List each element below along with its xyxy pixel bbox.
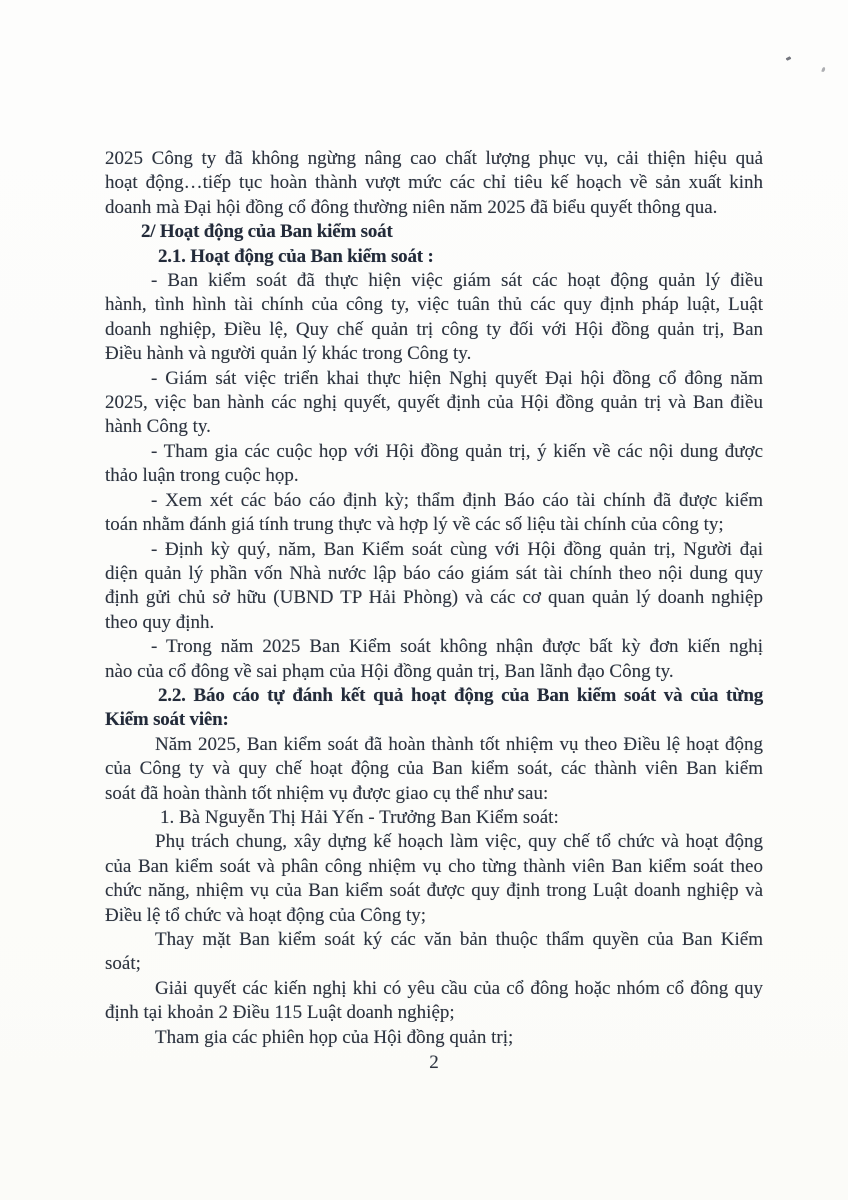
text-line: Kiểm soát viên: [105, 709, 229, 731]
text-line: Điều hành và người quản lý khác trong Công ty. [105, 343, 472, 365]
paragraph [105, 245, 763, 269]
text-line: Giải quyết các kiến nghị khi có yêu cầu của cổ đông hoặc nhóm cổ đông quy [155, 977, 763, 999]
text-line: doanh nghiệp, Điều lệ, Quy chế quản trị công ty đối với Hội đồng quản trị, Ban [105, 318, 763, 340]
text-line: của Công ty và quy chế hoạt động của Ban kiểm soát, các thành viên Ban kiểm [105, 758, 763, 780]
paragraph [105, 1026, 763, 1050]
paragraph [105, 928, 763, 977]
text-line: 2025 Công ty đã không ngừng nâng cao chất lượng phục vụ, cải thiện hiệu quả [105, 148, 763, 169]
text-line: - Xem xét các báo cáo định kỳ; thẩm định Báo cáo tài chính đã được kiểm [151, 489, 763, 511]
text-line: hành Công ty. [105, 416, 211, 438]
text-line: hoạt động…tiếp tục hoàn thành vượt mức các chỉ tiêu kế hoạch về sản xuất kinh [105, 172, 763, 194]
scan-speck-icon [785, 55, 792, 62]
text-line: Năm 2025, Ban kiểm soát đã hoàn thành tốt nhiệm vụ theo Điều lệ hoạt động [155, 733, 763, 755]
text-line: Điều lệ tổ chức và hoạt động của Công ty; [105, 904, 427, 926]
text-line: nào của cổ đông về sai phạm của Hội đồng quản trị, Ban lãnh đạo Công ty. [105, 660, 674, 682]
text-line: - Định kỳ quý, năm, Ban Kiểm soát cùng với Hội đồng quản trị, Người đại [151, 538, 763, 560]
paragraph [105, 440, 763, 489]
text-line: định gửi chủ sở hữu (UBND TP Hải Phòng) và các cơ quan quản lý doanh nghiệp [105, 587, 763, 609]
paragraph [105, 538, 763, 636]
text-line: Phụ trách chung, xây dựng kế hoạch làm việc, quy chế tổ chức và hoạt động [155, 831, 763, 853]
paragraph [105, 806, 763, 830]
text-line: 2.2. Báo cáo tự đánh kết quả hoạt động của Ban kiểm soát và của từng [158, 684, 763, 706]
paragraph [105, 220, 763, 244]
text-line: chức năng, nhiệm vụ của Ban kiểm soát được quy định trong Luật doanh nghiệp và [105, 880, 763, 902]
text-line: của Ban kiểm soát và phân công nhiệm vụ cho từng thành viên Ban kiểm soát theo [105, 855, 763, 877]
paragraph [105, 269, 763, 367]
text-line: định tại khoản 2 Điều 115 Luật doanh nghiệp; [105, 1002, 455, 1024]
text-line: 2.1. Hoạt động của Ban kiểm soát : [158, 245, 434, 267]
text-line: Tham gia các phiên họp của Hội đồng quản trị; [155, 1026, 514, 1048]
text-line: 2/ Hoạt động của Ban kiểm soát [141, 221, 393, 243]
text-line: - Trong năm 2025 Ban Kiểm soát không nhận được bất kỳ đơn kiến nghị [151, 636, 763, 658]
scan-speck-icon [821, 67, 825, 73]
paragraph [105, 733, 763, 806]
text-line: soát; [105, 953, 141, 975]
text-line: - Ban kiểm soát đã thực hiện việc giám sát các hoạt động quản lý điều [151, 270, 763, 292]
paragraph [105, 635, 763, 684]
text-line: diện quản lý phần vốn Nhà nước lập báo cáo giám sát tài chính theo nội dung quy [105, 562, 763, 584]
text-line: theo quy định. [105, 611, 215, 633]
document-body [105, 147, 763, 1075]
text-line: 1. Bà Nguyễn Thị Hải Yến - Trưởng Ban Kiểm soát: [160, 806, 559, 828]
page-number: 2 [429, 1052, 439, 1074]
text-line: 2025, việc ban hành các nghị quyết, quyết định của Hội đồng quản trị và Ban điều [105, 392, 763, 414]
text-line: - Tham gia các cuộc họp với Hội đồng quản trị, ý kiến về các nội dung được [151, 440, 763, 462]
text-line: hành, tình hình tài chính của công ty, việc tuân thủ các quy định pháp luật, Luật [105, 294, 763, 316]
text-line: soát đã hoàn thành tốt nhiệm vụ được giao cụ thể như sau: [105, 782, 549, 804]
paragraph [105, 830, 763, 928]
paragraph [105, 147, 763, 220]
text-line: doanh mà Đại hội đồng cổ đông thường niên năm 2025 đã biểu quyết thông qua. [105, 196, 718, 218]
paragraph [105, 977, 763, 1026]
text-line: Thay mặt Ban kiểm soát ký các văn bản thuộc thẩm quyền của Ban Kiểm [155, 929, 763, 950]
paragraph [105, 489, 763, 538]
text-line: - Giám sát việc triển khai thực hiện Nghị quyết Đại hội đồng cổ đông năm [151, 367, 763, 389]
paragraph [105, 367, 763, 440]
text-line: thảo luận trong cuộc họp. [105, 465, 299, 487]
paragraph [105, 684, 763, 733]
text-line: toán nhằm đánh giá tính trung thực và hợp lý về các số liệu tài chính của công ty; [105, 514, 724, 536]
